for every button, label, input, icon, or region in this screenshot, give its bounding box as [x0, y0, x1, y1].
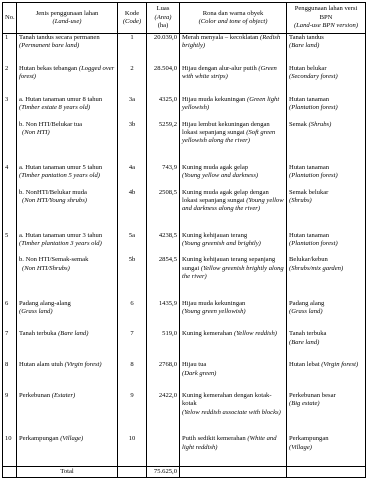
cell-bpn: Hutan belukar (Secondary forest): [287, 65, 366, 90]
cell-bpn: Perkampungan (Village): [287, 435, 366, 460]
cell-area: 2508,5: [147, 189, 180, 226]
cell-land-use: a. Hutan tanaman umur 3 tahun (Timber plantation 3 years old): [17, 232, 118, 257]
cell-code: 10: [118, 435, 147, 460]
cell-land-use: Hutan alam utuh (Virgin forest): [17, 361, 118, 386]
land-use-table: [2, 2, 366, 478]
cell-land-use: b. Non HTI/Semak-semak (Non HTI/Shrubs): [17, 256, 118, 293]
cell-color: Kuning kemerahan dengan kotak-kotak (Yelow reddish associate with blocks): [180, 392, 287, 429]
cell-area: 1435,9: [147, 300, 180, 325]
table-row: [3, 189, 366, 226]
cell-bpn: Tanah tandus (Bare land): [287, 34, 366, 60]
cell-no: 4: [3, 164, 17, 189]
header-code: Kode (Code): [118, 3, 147, 34]
table-row: [3, 300, 366, 325]
table-row: [3, 435, 366, 460]
header-no: No.: [3, 3, 17, 34]
cell-land-use: Tanah tandus secara permanen (Permanent bare land): [17, 34, 118, 60]
header-land-use: Jenis penggunaan lahan (Land-use): [17, 3, 118, 34]
cell-color: Kuning kehijauan terang (Young greenish and brightly): [180, 232, 287, 257]
cell-area: [147, 435, 180, 460]
cell-area: 2854,5: [147, 256, 180, 293]
cell-bpn: Semak belukar (Shrubs): [287, 189, 366, 226]
cell-bpn: Belukar/kebun (Shrubs/mix garden): [287, 256, 366, 293]
cell-no: 8: [3, 361, 17, 386]
cell-bpn: Hutan lebat (Virgin forest): [287, 361, 366, 386]
cell-code: 3b: [118, 121, 147, 158]
cell-area: 28.504,0: [147, 65, 180, 90]
table-row: [3, 121, 366, 158]
table-row: [3, 232, 366, 257]
cell-area: 4325,0: [147, 96, 180, 121]
cell-color: Hijau muda kekuningan (Green light yellowish): [180, 96, 287, 121]
cell-no: [3, 121, 17, 158]
cell-area: 519,0: [147, 330, 180, 355]
cell-color: Kuning muda agak gelap dengan lokasi sepanjang sungai (Young yellow and darkness along the river): [180, 189, 287, 226]
cell-no: 2: [3, 65, 17, 90]
cell-color: Hijau tua (Dark green): [180, 361, 287, 386]
cell-bpn: Tanah terbuka (Bare land): [287, 330, 366, 355]
cell-color: Hijau lembut kekuningan dengan lokasi sepanjang sungai (Soft green yellowish along the river): [180, 121, 287, 158]
cell-code: 8: [118, 361, 147, 386]
header-area: Luas (Area) (ha): [147, 3, 180, 34]
cell-no: 5: [3, 232, 17, 257]
cell-color: Kuning kemerahan (Yellow reddish): [180, 330, 287, 355]
cell-code: 1: [118, 34, 147, 60]
cell-code: 5b: [118, 256, 147, 293]
cell-color: Merah menyala – kecoklatan (Redish brightly): [180, 34, 287, 60]
cell-land-use: b. NonHTI/Belukar muda (Non HTI/Young shrubs): [17, 189, 118, 226]
cell-land-use: Perkampungan (Village): [17, 435, 118, 460]
cell-code: 6: [118, 300, 147, 325]
cell-area: 743,9: [147, 164, 180, 189]
cell-no: 6: [3, 300, 17, 325]
cell-land-use: b. Non HTI/Belukar tua (Non HTI): [17, 121, 118, 158]
cell-no: [3, 189, 17, 226]
table-row: [3, 392, 366, 429]
cell-code: 4a: [118, 164, 147, 189]
table-row: [3, 330, 366, 355]
cell-bpn: Semak (Shrubs): [287, 121, 366, 158]
header-color: Rona dan warna obyek (Color and tone of object): [180, 3, 287, 34]
cell-area: 5259,2: [147, 121, 180, 158]
cell-land-use: a. Hutan tanaman umur 5 tahun (Timber pantation 5 years old): [17, 164, 118, 189]
table-row: [3, 361, 366, 386]
header-row: [3, 3, 366, 34]
cell-color: Hijau muda kekuningan (Young green yellowish): [180, 300, 287, 325]
cell-land-use: Perkebunan (Estater): [17, 392, 118, 429]
total-label: Total: [17, 467, 118, 478]
cell-code: 7: [118, 330, 147, 355]
cell-bpn: Hutan tanaman (Plantation forest): [287, 96, 366, 121]
cell-land-use: Padang alang-alang (Grass land): [17, 300, 118, 325]
cell-color: Hijau dengan alur-alur putih (Green with white strips): [180, 65, 287, 90]
header-bpn: Penggunaan lahan versi BPN (Land-use BPN version): [287, 3, 366, 34]
cell-no: 7: [3, 330, 17, 355]
cell-code: 9: [118, 392, 147, 429]
cell-code: 4b: [118, 189, 147, 226]
cell-area: 20.039,0: [147, 34, 180, 60]
cell-bpn: Hutan tanaman (Plantation forest): [287, 232, 366, 257]
cell-no: [3, 256, 17, 293]
cell-no: 10: [3, 435, 17, 460]
cell-color: Kuning kehijauan terang sepanjang sungai (Yellow greenish brightly along the river): [180, 256, 287, 293]
cell-land-use: a. Hutan tanaman umur 8 tahun (Timber estate 8 years old): [17, 96, 118, 121]
total-area: 75.625,0: [147, 467, 180, 478]
cell-land-use: Tanah terbuka (Bare land): [17, 330, 118, 355]
cell-bpn: Padang alang (Grass land): [287, 300, 366, 325]
cell-color: Putih sedikit kemerahan (White and light reddish): [180, 435, 287, 460]
cell-code: 5a: [118, 232, 147, 257]
cell-code: 3a: [118, 96, 147, 121]
cell-area: 2422,0: [147, 392, 180, 429]
cell-code: 2: [118, 65, 147, 90]
cell-bpn: Perkebunan besar (Big estate): [287, 392, 366, 429]
cell-color: Kuning muda agak gelap (Young yellow and darkness): [180, 164, 287, 189]
cell-bpn: Hutan tanaman (Plantation forest): [287, 164, 366, 189]
cell-no: 3: [3, 96, 17, 121]
table-row: [3, 65, 366, 90]
cell-area: 2768,0: [147, 361, 180, 386]
table-row: [3, 34, 366, 60]
cell-no: 1: [3, 34, 17, 60]
table-row: [3, 96, 366, 121]
cell-no: 9: [3, 392, 17, 429]
total-row: [3, 467, 366, 478]
cell-area: 4238,5: [147, 232, 180, 257]
table-row: [3, 256, 366, 293]
table-row: [3, 164, 366, 189]
cell-land-use: Hutan bekas tebangan (Logged over forest): [17, 65, 118, 90]
